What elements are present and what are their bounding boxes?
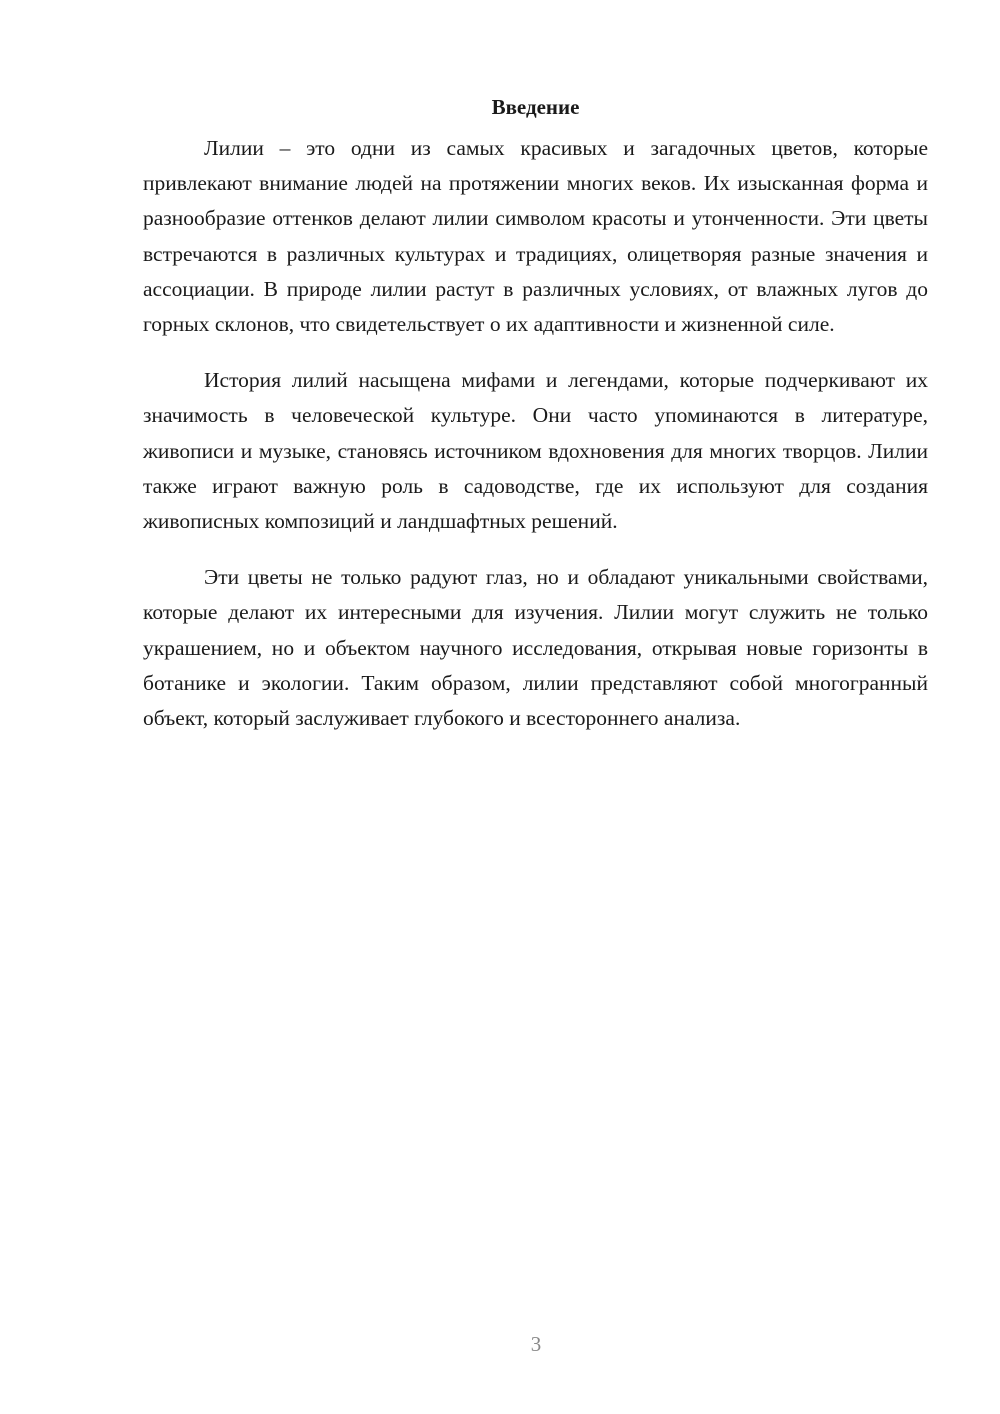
page-number: 3 <box>530 1332 542 1356</box>
section-title: Введение <box>491 95 580 119</box>
paragraph-3: Эти цветы не только радуют глаз, но и обладают уникальными свойствами, которые делают их интересными для изучения. Лилии могут служить не только украшением, но и объектом научного исследования, открывая новые горизонты в ботанике и экологии. Таким образом, лилии представляют собой многогранный объект, который заслуживает глубокого и всестороннего анализа. <box>143 565 928 731</box>
paragraph-1: Лилии – это одни из самых красивых и загадочных цветов, которые привлекают внимание людей на протяжении многих веков. Их изысканная форма и разнообразие оттенков делают лилии символом красоты и утонченности. Эти цветы встречаются в различных культурах и традициях, олицетворяя разные значения и ассоциации. В природе лилии растут в различных условиях, от влажных лугов до горных склонов, что свидетельствует о их адаптивности и жизненной силе. <box>143 136 928 337</box>
page-content <box>143 90 928 757</box>
paragraph-2: История лилий насыщена мифами и легендами, которые подчеркивают их значимость в человеческой культуре. Они часто упоминаются в литературе, живописи и музыке, становясь источником вдохновения для многих творцов. Лилии также играют важную роль в садоводстве, где их используют для создания живописных композиций и ландшафтных решений. <box>143 368 928 534</box>
